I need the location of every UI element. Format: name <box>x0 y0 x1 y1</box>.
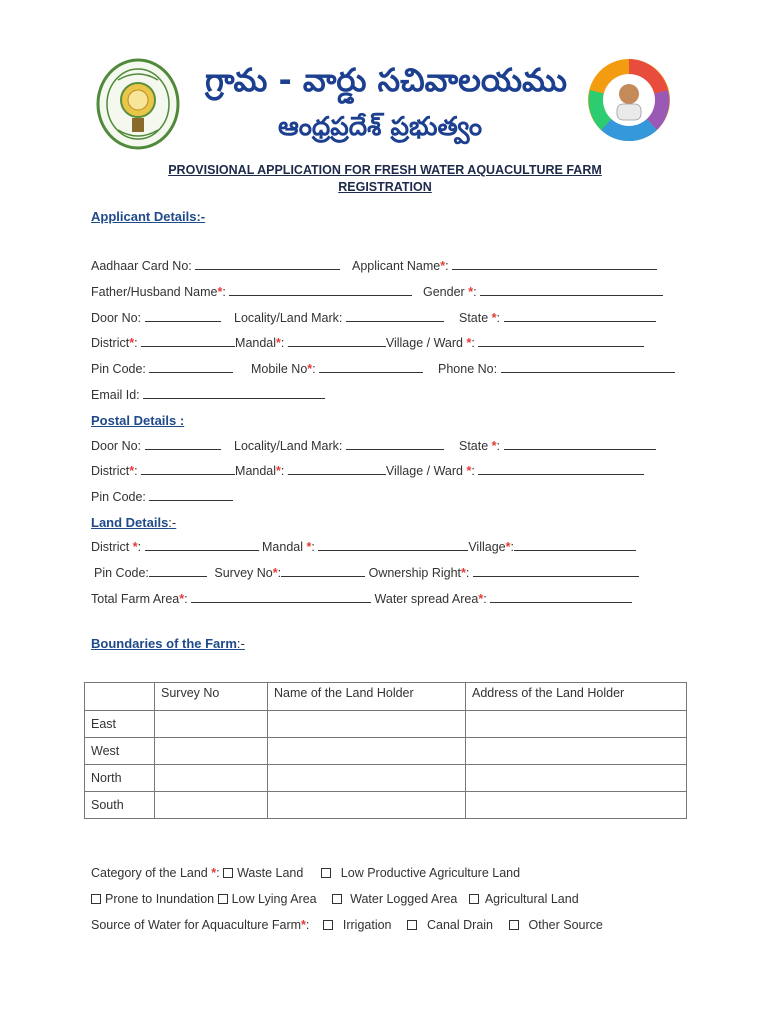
boundaries-table <box>84 682 687 819</box>
postal-village-field[interactable] <box>478 463 644 475</box>
father-husband-label: Father/Husband Name <box>91 285 218 299</box>
email-label: Email Id: <box>91 388 140 402</box>
aadhaar-field[interactable] <box>195 258 340 270</box>
row-label: West <box>85 738 155 765</box>
waste-land-checkbox[interactable] <box>223 868 233 878</box>
postal-pin-code-row <box>91 489 233 504</box>
land-district-label: District <box>91 540 130 554</box>
land-pin-code-field[interactable] <box>149 565 207 577</box>
table-row <box>85 711 687 738</box>
form-title-line2: REGISTRATION <box>338 180 432 194</box>
mandal-label: Mandal <box>235 336 277 350</box>
table-header-cell: Survey No <box>155 683 268 711</box>
row-label: North <box>85 765 155 792</box>
locality-label: Locality/Land Mark: <box>234 311 343 325</box>
postal-mandal-field[interactable] <box>288 463 386 475</box>
table-cell[interactable] <box>268 711 466 738</box>
state-label: State <box>459 311 489 325</box>
village-label: Village / Ward <box>385 336 463 350</box>
land-survey-no-label: Survey No <box>214 566 273 580</box>
category-row-2 <box>91 892 579 906</box>
table-cell[interactable] <box>466 711 687 738</box>
water-spread-label: Water spread Area <box>374 592 479 606</box>
table-row <box>85 765 687 792</box>
postal-state-label: State <box>459 439 489 453</box>
postal-mandal-label: Mandal <box>235 464 277 478</box>
land-details-heading <box>91 515 176 530</box>
land-survey-no-field[interactable] <box>281 565 365 577</box>
mobile-field[interactable] <box>319 361 423 373</box>
other-source-label: Other Source <box>528 918 603 932</box>
phone-field[interactable] <box>501 361 675 373</box>
table-header-cell: Address of the Land Holder <box>466 683 687 711</box>
canal-drain-label: Canal Drain <box>427 918 494 932</box>
pin-code-row <box>91 361 233 376</box>
email-field[interactable] <box>143 387 325 399</box>
postal-village-label: Village / Ward <box>385 464 463 478</box>
postal-locality-label: Locality/Land Mark: <box>234 439 343 453</box>
land-location-row: District *: Mandal *: Village*: <box>91 539 636 554</box>
applicant-name-row: Applicant Name*: <box>352 258 657 273</box>
land-mandal-field[interactable] <box>318 539 468 551</box>
water-logged-checkbox[interactable] <box>332 894 342 904</box>
gender-label: Gender <box>423 285 465 299</box>
water-spread-field[interactable] <box>490 591 632 603</box>
land-district-field[interactable] <box>145 539 259 551</box>
phone-row <box>438 361 675 376</box>
applicant-name-field[interactable] <box>452 258 657 270</box>
prone-inundation-label: Prone to Inundation <box>105 892 215 906</box>
irrigation-checkbox[interactable] <box>323 920 333 930</box>
canal-drain-checkbox[interactable] <box>407 920 417 930</box>
prone-inundation-checkbox[interactable] <box>91 894 101 904</box>
header-title-line1: గ్రామ - వార్డు సచివాలయము <box>205 61 567 99</box>
postal-district-field[interactable] <box>141 463 235 475</box>
land-survey-row: Pin Code: Survey No*: Ownership Right*: <box>94 565 639 580</box>
low-lying-checkbox[interactable] <box>218 894 228 904</box>
category-label: Category of the Land <box>91 866 208 880</box>
mandal-field[interactable] <box>288 335 386 347</box>
land-village-field[interactable] <box>514 539 636 551</box>
table-cell[interactable] <box>155 765 268 792</box>
form-title <box>0 162 770 196</box>
table-cell[interactable] <box>268 792 466 819</box>
table-header-cell: Name of the Land Holder <box>268 683 466 711</box>
door-no-field[interactable] <box>145 310 221 322</box>
secretariat-logo-icon <box>587 58 671 142</box>
table-cell[interactable] <box>155 711 268 738</box>
door-no-row <box>91 310 221 325</box>
row-label: South <box>85 792 155 819</box>
pin-code-field[interactable] <box>149 361 233 373</box>
agricultural-land-checkbox[interactable] <box>469 894 479 904</box>
village-field[interactable] <box>478 335 644 347</box>
boundaries-title: Boundaries of the Farm <box>91 636 237 651</box>
father-husband-row: Father/Husband Name*: <box>91 284 412 299</box>
mobile-label: Mobile No <box>251 362 308 376</box>
boundaries-suffix: :- <box>236 636 245 651</box>
postal-pin-code-label: Pin Code: <box>91 490 146 504</box>
applicant-details-heading: Applicant Details:- <box>91 209 206 224</box>
table-cell[interactable] <box>155 792 268 819</box>
table-header-cell <box>85 683 155 711</box>
postal-state-row: State *: <box>459 438 656 453</box>
district-field[interactable] <box>141 335 235 347</box>
email-row <box>91 387 325 402</box>
agricultural-land-label: Agricultural Land <box>484 892 579 906</box>
header-title-line2: ఆంధ్రప్రదేశ్ ప్రభుత్వం <box>278 112 483 142</box>
table-cell[interactable] <box>268 765 466 792</box>
waste-land-label: Waste Land <box>237 866 304 880</box>
postal-district-label: District <box>91 464 130 478</box>
land-details-suffix: :- <box>168 515 177 530</box>
low-productive-checkbox[interactable] <box>321 868 331 878</box>
gender-row: Gender *: <box>423 284 663 299</box>
low-lying-label: Low Lying Area <box>231 892 317 906</box>
low-productive-label: Low Productive Agriculture Land <box>340 866 521 880</box>
table-row <box>85 738 687 765</box>
postal-district-row: District*: Mandal*: Village / Ward *: <box>91 463 644 478</box>
father-husband-field[interactable] <box>229 284 412 296</box>
irrigation-label: Irrigation <box>342 918 392 932</box>
water-source-row: Source of Water for Aquaculture Farm*: Irrigation Canal Drain Other Source <box>91 918 603 932</box>
postal-door-no-label: Door No: <box>91 439 142 453</box>
aadhaar-label: Aadhaar Card No: <box>91 259 192 273</box>
land-village-label: Village <box>468 540 506 554</box>
postal-state-field[interactable] <box>504 438 656 450</box>
state-field[interactable] <box>504 310 656 322</box>
phone-label: Phone No: <box>438 362 498 376</box>
door-no-label: Door No: <box>91 311 142 325</box>
table-cell[interactable] <box>268 738 466 765</box>
postal-details-heading: Postal Details : <box>91 413 185 428</box>
pin-code-label: Pin Code: <box>91 362 146 376</box>
form-title-line1: PROVISIONAL APPLICATION FOR FRESH WATER AQUACULTURE FARM <box>168 163 602 177</box>
water-source-label: Source of Water for Aquaculture Farm <box>91 918 302 932</box>
category-row-1: Category of the Land *: Waste Land Low Productive Agriculture Land <box>91 866 521 880</box>
land-pin-code-label: Pin Code: <box>94 566 149 580</box>
aadhaar-row <box>91 258 340 273</box>
state-row: State *: <box>459 310 656 325</box>
boundaries-heading <box>91 636 245 651</box>
ownership-field[interactable] <box>473 565 639 577</box>
table-cell[interactable] <box>155 738 268 765</box>
table-cell[interactable] <box>466 792 687 819</box>
locality-row <box>234 310 444 325</box>
other-source-checkbox[interactable] <box>509 920 519 930</box>
table-cell[interactable] <box>466 765 687 792</box>
postal-locality-row <box>234 438 444 453</box>
land-area-row: Total Farm Area*: Water spread Area*: <box>91 591 632 606</box>
total-area-field[interactable] <box>191 591 371 603</box>
gender-field[interactable] <box>480 284 663 296</box>
postal-door-no-row <box>91 438 221 453</box>
row-label: East <box>85 711 155 738</box>
postal-door-no-field[interactable] <box>145 438 221 450</box>
locality-field[interactable] <box>346 310 444 322</box>
postal-pin-code-field[interactable] <box>149 489 233 501</box>
table-header-row <box>85 683 687 711</box>
land-details-title: Land Details <box>91 515 169 530</box>
applicant-name-label: Applicant Name <box>352 259 441 273</box>
postal-locality-field[interactable] <box>346 438 444 450</box>
district-label: District <box>91 336 130 350</box>
district-row: District*: Mandal*: Village / Ward *: <box>91 335 644 350</box>
land-mandal-label: Mandal <box>262 540 303 554</box>
mobile-row: Mobile No*: <box>251 361 423 376</box>
water-logged-label: Water Logged Area <box>350 892 458 906</box>
table-cell[interactable] <box>466 738 687 765</box>
ownership-label: Ownership Right <box>368 566 461 580</box>
total-area-label: Total Farm Area <box>91 592 180 606</box>
table-row <box>85 792 687 819</box>
ap-emblem-icon <box>96 58 180 150</box>
